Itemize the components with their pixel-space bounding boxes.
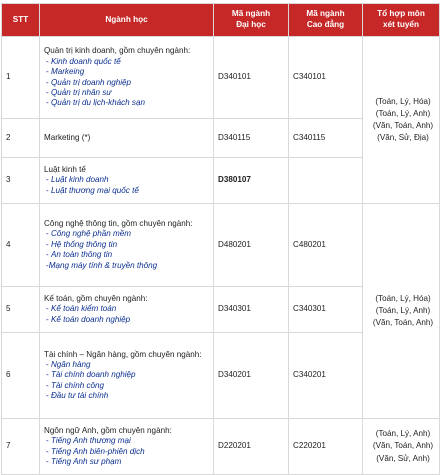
- table-header-row: [2, 4, 440, 37]
- specialization-item: - Quản trị doanh nghiệp: [46, 77, 132, 87]
- specialization-item: - An toàn thông tin: [46, 250, 113, 260]
- header-code-university-line1: Mã ngành: [231, 9, 271, 19]
- major-title: Marketing (*): [44, 132, 91, 142]
- row-major: [40, 333, 214, 419]
- row-stt: 6: [2, 333, 40, 419]
- major-title: Công nghệ thông tin, gồm chuyên ngành:: [44, 219, 193, 229]
- code-university: D480201: [214, 204, 289, 287]
- specialization-item: - Kinh doanh quốc tế: [46, 56, 121, 66]
- combo-line: (Toán, Lý, Anh): [375, 305, 431, 315]
- header-code-university: [214, 4, 289, 37]
- header-code-college: [289, 4, 363, 37]
- code-college: C480201: [289, 204, 363, 287]
- combo-line: (Văn, Toán, Anh): [372, 441, 434, 451]
- combo-line: (Văn, Toán, Anh): [372, 318, 434, 328]
- combo-line: (Văn, Sử, Anh): [376, 453, 430, 463]
- specialization-item: - Tiếng Anh sư phạm: [46, 456, 122, 466]
- row-stt: 1: [2, 37, 40, 119]
- row-major: [40, 158, 214, 204]
- header-code-university-line2: Đại học: [236, 20, 266, 29]
- row-stt: 2: [2, 119, 40, 158]
- row-major: [40, 204, 214, 287]
- specialization-item: - Kế toán kiểm toán: [46, 304, 117, 314]
- major-title: Luật kinh tế: [44, 164, 86, 174]
- header-stt: STT: [2, 4, 40, 37]
- header-code-college-line1: Mã ngành: [306, 9, 345, 19]
- major-title: Ngôn ngữ Anh, gồm chuyên ngành:: [44, 425, 172, 435]
- header-code-college-line2: Cao đẳng: [306, 20, 345, 29]
- row-major: [40, 37, 214, 119]
- subject-combo-cell: [363, 37, 440, 204]
- specialization-item: - Ngân hàng: [46, 359, 91, 369]
- code-college: C340101: [289, 37, 363, 119]
- specialization-item: - Markeing: [46, 67, 85, 77]
- specialization-item: - Kế toán doanh nghiệp: [46, 314, 131, 324]
- major-title: Quản trị kinh doanh, gồm chuyên ngành:: [44, 46, 191, 56]
- specialization-item: - Tài chính công: [46, 380, 105, 390]
- header-combo-line1: Tổ hợp môn: [377, 9, 425, 19]
- specialization-item: - Hệ thống thông tin: [46, 239, 118, 249]
- combo-line: (Toán, Lý, Hóa): [375, 96, 431, 106]
- specialization-item: - Luật kinh doanh: [46, 175, 109, 185]
- combo-line: (Toán, Lý, Hóa): [375, 293, 431, 303]
- code-college: [289, 158, 363, 204]
- header-combo-line2: xét tuyển: [383, 20, 419, 29]
- combo-line: (Toán, Lý, Anh): [375, 429, 431, 439]
- major-title: Tài chính – Ngân hàng, gồm chuyên ngành:: [44, 349, 202, 359]
- code-university: D340301: [214, 287, 289, 333]
- code-college: C340301: [289, 287, 363, 333]
- code-university: D220201: [214, 419, 289, 475]
- combo-line: (Văn, Sử, Địa): [377, 133, 429, 143]
- specialization-item: - Quản trị du lịch-khách sạn: [46, 98, 145, 108]
- table-row: [2, 419, 440, 475]
- header-major: Ngành học: [40, 4, 214, 37]
- row-stt: 7: [2, 419, 40, 475]
- specialization-item: - Đầu tư tài chính: [46, 391, 109, 401]
- majors-table: [1, 3, 440, 475]
- code-university: D340101: [214, 37, 289, 119]
- row-stt: 4: [2, 204, 40, 287]
- row-stt: 3: [2, 158, 40, 204]
- row-major: [40, 287, 214, 333]
- combo-line: (Toán, Lý, Anh): [375, 108, 431, 118]
- specialization-item: - Luật thương mại quốc tế: [46, 185, 139, 195]
- specialization-item: - Công nghệ phần mềm: [46, 229, 132, 239]
- specialization-item: - Tiếng Anh biên-phiên dịch: [46, 446, 145, 456]
- combo-line: (Văn, Toán, Anh): [372, 121, 434, 130]
- row-stt: 5: [2, 287, 40, 333]
- code-college: C340115: [289, 119, 363, 158]
- major-title: Kế toán, gồm chuyên ngành:: [44, 293, 148, 303]
- row-major: [40, 419, 214, 475]
- code-university: D340201: [214, 333, 289, 419]
- header-subject-combo: [363, 4, 440, 37]
- subject-combo-cell: [363, 419, 440, 475]
- specialization-item: -Mạng máy tính & truyền thông: [46, 260, 158, 270]
- specialization-item: - Quản trị nhân sư: [46, 87, 112, 97]
- table-row: [2, 204, 440, 287]
- specialization-item: - Tiếng Anh thương mại: [46, 436, 131, 446]
- subject-combo-cell: [363, 204, 440, 419]
- code-university: D340115: [214, 119, 289, 158]
- specialization-item: - Tài chính doanh nghiệp: [46, 370, 136, 380]
- table-row: [2, 37, 440, 119]
- code-university: D380107: [214, 158, 289, 204]
- row-major: [40, 119, 214, 158]
- code-college: C220201: [289, 419, 363, 475]
- code-college: C340201: [289, 333, 363, 419]
